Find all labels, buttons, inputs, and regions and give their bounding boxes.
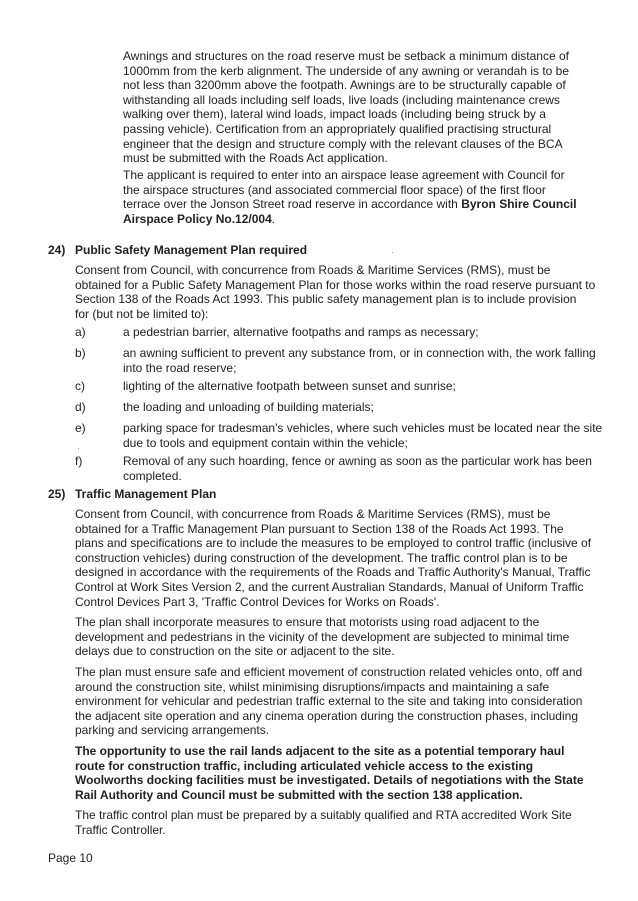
text-line: construction vehicles) during construction of the development. The traffic control plan is to be (75, 550, 568, 565)
section-25-paragraph-3 (75, 665, 591, 738)
text-run: . (271, 211, 276, 226)
section-25-title: Traffic Management Plan (75, 487, 217, 501)
text-line: Rail Authority and Council must be submitted with the section 138 application. (75, 787, 523, 802)
text-line: The traffic control plan must be prepared by a suitably qualified and RTA accredited Work Site (75, 808, 572, 823)
text-line: not less than 3200mm above the footpath. Awnings are to be structurally capable of (123, 78, 566, 93)
text-line: The applicant is required to enter into an airspace lease agreement with Council for (123, 168, 565, 182)
section-25-paragraph-5 (75, 808, 591, 837)
section-24-number: 24) (48, 243, 66, 257)
text-line: route for construction traffic, including articulated vehicle access to the existing (75, 758, 534, 773)
text-line: a pedestrian barrier, alternative footpaths and ramps as necessary; (123, 325, 479, 339)
text-run: terrace over the Jonson Street road reserve in accordance with (123, 197, 462, 212)
section-25-paragraph-1 (75, 507, 591, 609)
stray-mark (392, 252, 393, 253)
list-letter: b) (75, 346, 86, 360)
section-25-body (75, 507, 591, 843)
text-line: due to tools and equipment contain within the vehicle; (123, 435, 408, 450)
text-line: parking and servicing arrangements. (75, 723, 270, 738)
text-line: passing vehicle). Certification from an appropriately qualified practising structural (123, 121, 552, 136)
text-line: plans and specifications are to include the measures to be employed to control traffic (inclusive of (75, 536, 592, 551)
text-line: an awning sufficient to prevent any substance from, or in connection with, the work falling (123, 346, 596, 360)
awning-paragraph (123, 49, 569, 166)
text-line: The opportunity to use the rail lands adjacent to the site as a potential temporary haul (75, 743, 565, 758)
text-line: into the road reserve; (123, 360, 237, 375)
text-line (123, 197, 577, 212)
section-25-paragraph-2 (75, 615, 591, 659)
section-24-body (75, 263, 595, 321)
text-line: environment for vehicular and pedestrian traffic external to the site and taking into consideration (75, 694, 583, 709)
text-line: engineer that the design and structure comply with the relevant clauses of the BCA (123, 136, 563, 151)
text-line: walking over them), lateral wind loads, impact loads (including being struck by a (123, 107, 546, 122)
text-line: Control at Work Sites Version 2, and the current Australian Standards, Manual of Uniform Traffic (75, 579, 584, 594)
list-item (123, 454, 592, 483)
text-line: the adjacent site operation and any cinema operation during the construction phases, including (75, 708, 578, 723)
section-25-bold-paragraph (75, 744, 591, 802)
list-letter: e) (75, 421, 86, 435)
text-line: development and pedestrians in the vicinity of the development are subjected to minimal time (75, 629, 570, 644)
text-line: parking space for tradesman's vehicles, where such vehicles must be located near the site (123, 421, 603, 435)
list-letter: a) (75, 325, 86, 339)
text-line: Traffic Controller. (75, 822, 166, 837)
text-line: the airspace structures (and associated commercial floor space) of the first floor (123, 182, 546, 197)
text-line: Removal of any such hoarding, fence or awning as soon as the particular work has been (123, 454, 592, 468)
stray-mark (78, 448, 79, 449)
text-line: The plan must ensure safe and efficient movement of construction related vehicles onto, off and (75, 664, 583, 679)
list-item (123, 400, 374, 415)
text-line: Consent from Council, with concurrence from Roads & Maritime Services (RMS), must be (75, 263, 551, 277)
text-line: Awnings and structures on the road reserve must be setback a minimum distance of (123, 49, 569, 63)
text-line: withstanding all loads including self loads, live loads (including maintenance crews (123, 92, 560, 107)
list-item (123, 379, 456, 394)
text-line: 1000mm from the kerb alignment. The underside of any awning or verandah is to be (123, 63, 570, 78)
text-line: designed in accordance with the requirements of the Roads and Traffic Authority's Manual, Traffic (75, 565, 591, 580)
text-line: Control Devices Part 3, 'Traffic Control Devices for Works on Roads'. (75, 594, 440, 609)
text-line: Woolworths docking facilities must be investigated. Details of negotiations with the State (75, 773, 584, 788)
section-24-title: Public Safety Management Plan required (75, 243, 308, 257)
policy-number: Airspace Policy No.12/004 (123, 211, 272, 226)
airspace-paragraph (123, 168, 577, 226)
list-letter: f) (75, 454, 83, 468)
text-line: for (but not be limited to): (75, 306, 209, 321)
text-line: lighting of the alternative footpath between sunset and sunrise; (123, 379, 456, 393)
text-line (123, 212, 577, 227)
list-letter: d) (75, 400, 86, 414)
text-line: Consent from Council, with concurrence from Roads & Maritime Services (RMS), must be (75, 507, 551, 521)
page-number: Page 10 (48, 851, 93, 865)
text-line: must be submitted with the Roads Act application. (123, 151, 388, 166)
policy-name: Byron Shire Council (461, 197, 577, 212)
text-line: The plan shall incorporate measures to ensure that motorists using road adjacent to the (75, 615, 540, 630)
list-item (123, 421, 602, 450)
text-line: obtained for a Public Safety Management Plan for those works within the road reserve pursuant to (75, 277, 596, 292)
text-line: around the construction site, whilst minimising disruptions/impacts and maintaining a safe (75, 679, 550, 694)
section-25-number: 25) (48, 487, 66, 501)
text-line: obtained for a Traffic Management Plan pursuant to Section 138 of the Roads Act 1993. The (75, 521, 564, 536)
text-line: the loading and unloading of building materials; (123, 400, 374, 414)
text-line: delays due to construction on the site or adjacent to the site. (75, 644, 395, 659)
list-item (123, 346, 596, 375)
list-item (123, 325, 479, 340)
text-line: Section 138 of the Roads Act 1993. This public safety management plan is to include provision (75, 292, 577, 307)
text-line: completed. (123, 468, 182, 483)
list-letter: c) (75, 379, 85, 393)
